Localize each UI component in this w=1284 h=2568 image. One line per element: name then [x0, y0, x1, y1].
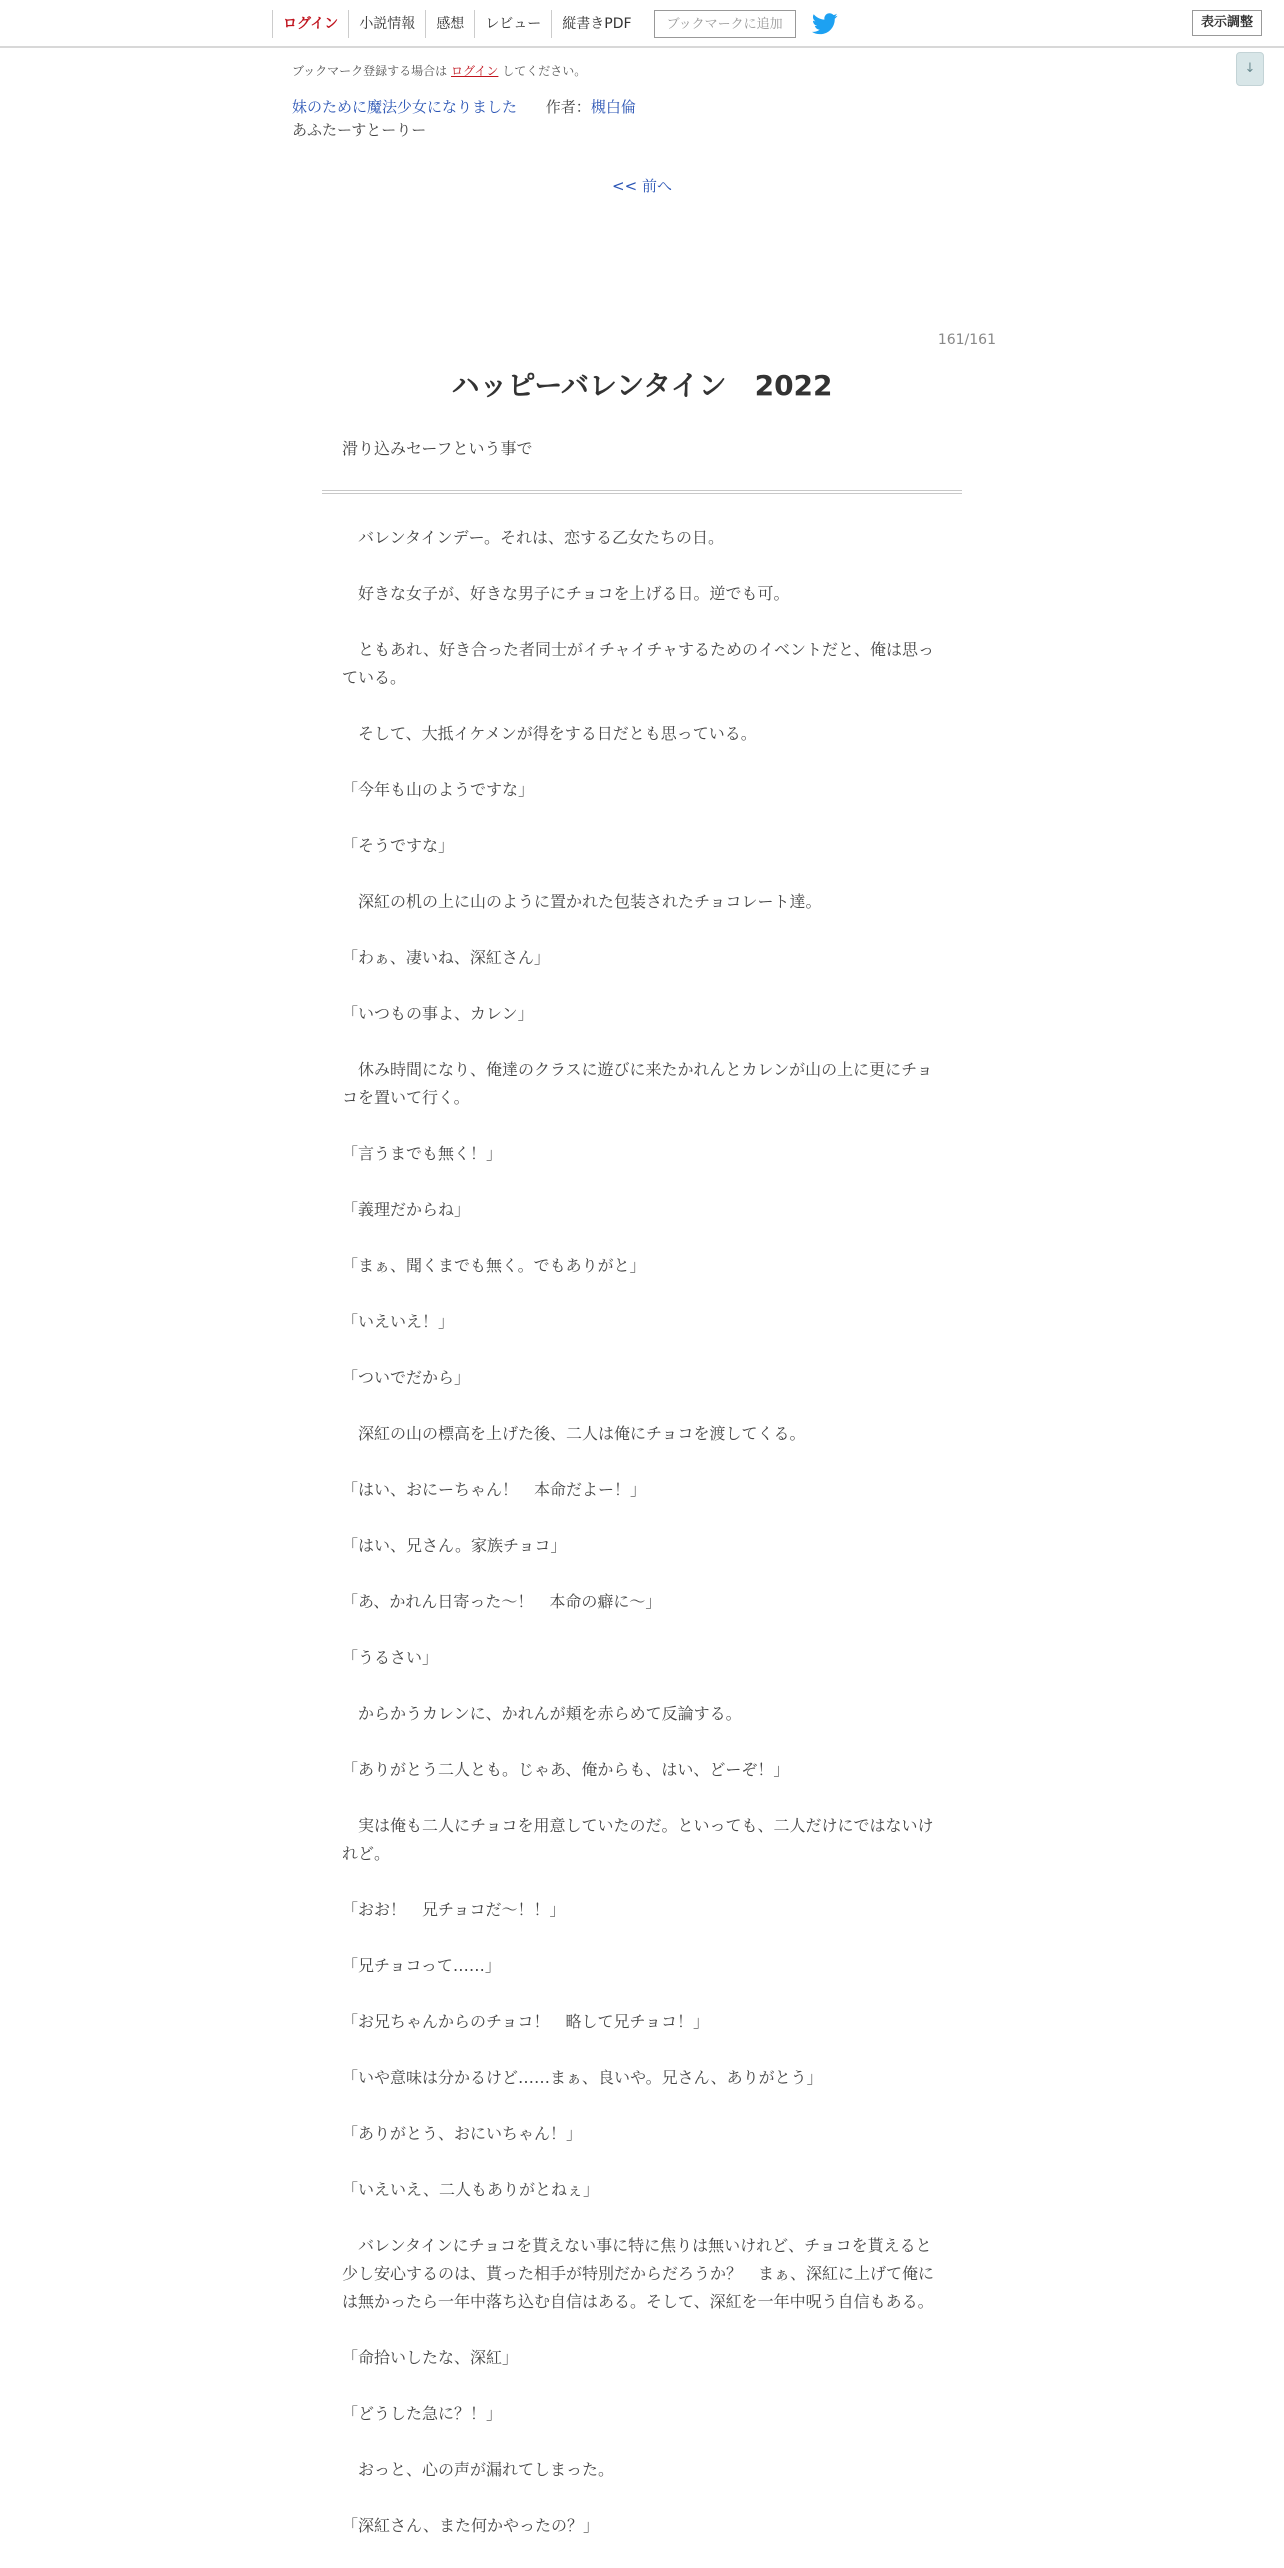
preface-divider: [322, 490, 962, 494]
body-paragraph: 実は俺も二人にチョコを用意していたのだ。といっても、二人だけにではないけれど。: [342, 1816, 934, 1863]
login-notice-suffix: してください。: [502, 64, 587, 78]
body-paragraph: 「どうした急に？！」: [342, 2404, 503, 2423]
nav-impressions[interactable]: 感想: [425, 10, 474, 38]
body-paragraph: 「言うまでも無く！」: [342, 1144, 503, 1163]
body-paragraph: 「うるさい」: [342, 1648, 439, 1667]
chapter-preface: 滑り込みセーフという事で: [342, 439, 533, 458]
body-paragraph: 「おお！ 兄チョコだ～！！」: [342, 1900, 566, 1919]
body-paragraph: 深紅の机の上に山のように置かれた包装されたチョコレート達。: [342, 892, 822, 911]
body-paragraph: 「わぁ、凄いね、深紅さん」: [342, 948, 550, 967]
chapter-title: ハッピーバレンタイン 2022: [451, 369, 833, 402]
body-paragraph: 「そうですな」: [342, 836, 455, 855]
body-paragraph: 「兄チョコって……」: [342, 1956, 501, 1975]
body-paragraph: 「命拾いしたな、深紅」: [342, 2348, 519, 2367]
prev-page-link[interactable]: << 前へ: [612, 177, 672, 195]
author-link[interactable]: 槻白倫: [590, 98, 636, 116]
body-paragraph: 深紅の山の標高を上げた後、二人は俺にチョコを渡してくる。: [342, 1424, 806, 1443]
body-paragraph: 「あ、かれん日寄った～！ 本命の癖に～」: [342, 1592, 662, 1611]
twitter-icon[interactable]: [812, 13, 838, 35]
body-paragraph: 好きな女子が、好きな男子にチョコを上げる日。逆でも可。: [342, 584, 790, 603]
body-paragraph: 「ありがとう二人とも。じゃあ、俺からも、はい、どーぞ！」: [342, 1760, 790, 1779]
nav-menu: [272, 10, 838, 38]
login-link[interactable]: ログイン: [451, 64, 499, 78]
body-paragraph: 休み時間になり、俺達のクラスに遊びに来たかれんとカレンが山の上に更にチョコを置いて行く。: [342, 1060, 933, 1107]
nav-vertical-pdf[interactable]: 縦書きPDF: [551, 10, 641, 38]
body-paragraph: 「いつもの事よ、カレン」: [342, 1004, 534, 1023]
body-paragraph: そして、大抵イケメンが得をする日だとも思っている。: [342, 724, 757, 743]
body-paragraph: 「はい、兄さん。家族チョコ」: [342, 1536, 567, 1555]
login-notice-prefix: ブックマーク登録する場合は: [292, 64, 448, 78]
body-paragraph: 「お兄ちゃんからのチョコ！ 略して兄チョコ！」: [342, 2012, 710, 2031]
add-bookmark-button[interactable]: ブックマークに追加: [654, 10, 796, 38]
chapter-body: [342, 524, 942, 2568]
body-paragraph: バレンタインデー。それは、恋する乙女たちの日。: [342, 528, 725, 547]
body-paragraph: 「ありがとう、おにいちゃん！」: [342, 2124, 583, 2143]
body-paragraph: ともあれ、好き合った者同士がイチャイチャするためのイベントだと、俺は思っている。: [342, 640, 935, 687]
display-settings-button[interactable]: 表示調整: [1192, 10, 1262, 36]
nav-review[interactable]: レビュー: [474, 10, 551, 38]
series-title: あふたーすとーりー: [292, 121, 427, 139]
body-paragraph: 「今年も山のようですな」: [342, 780, 535, 799]
page-number: 161/161: [937, 332, 996, 348]
body-paragraph: 「深紅さん、また何かやったの？」: [342, 2516, 599, 2535]
body-paragraph: おっと、心の声が漏れてしまった。: [342, 2460, 615, 2479]
body-paragraph: 「いえいえ、二人もありがとねぇ」: [342, 2180, 599, 2199]
scroll-down-button[interactable]: ↓: [1236, 52, 1264, 86]
nav-novel-info[interactable]: 小説情報: [348, 10, 425, 38]
nav-login[interactable]: ログイン: [272, 10, 348, 38]
body-paragraph: 「まぁ、聞くまでも無く。でもありがと」: [342, 1256, 646, 1275]
body-paragraph: 「いえいえ！」: [342, 1312, 455, 1331]
novel-info-line: [292, 96, 636, 117]
author-label: 作者：: [545, 98, 591, 116]
login-notice: [292, 62, 586, 79]
header-bar: [0, 0, 1284, 48]
body-paragraph: 「はい、おにーちゃん！ 本命だよー！」: [342, 1480, 647, 1499]
body-paragraph: 「いや意味は分かるけど……まぁ、良いや。兄さん、ありがとう」: [342, 2068, 823, 2087]
body-paragraph: 「ついでだから」: [342, 1368, 471, 1387]
body-paragraph: からかうカレンに、かれんが頬を赤らめて反論する。: [342, 1704, 742, 1723]
body-paragraph: 「義理だからね」: [342, 1200, 471, 1219]
body-paragraph: バレンタインにチョコを貰えない事に特に焦りは無いけれど、チョコを貰えると少し安心するのは、貰った相手が特別だからだろうか？ まぁ、深紅に上げて俺には無かったら一年中落ち込む自信はある。そして、深紅を一年中呪う自信もある。: [342, 2236, 935, 2311]
novel-title-link[interactable]: 妹のために魔法少女になりました: [292, 98, 518, 116]
